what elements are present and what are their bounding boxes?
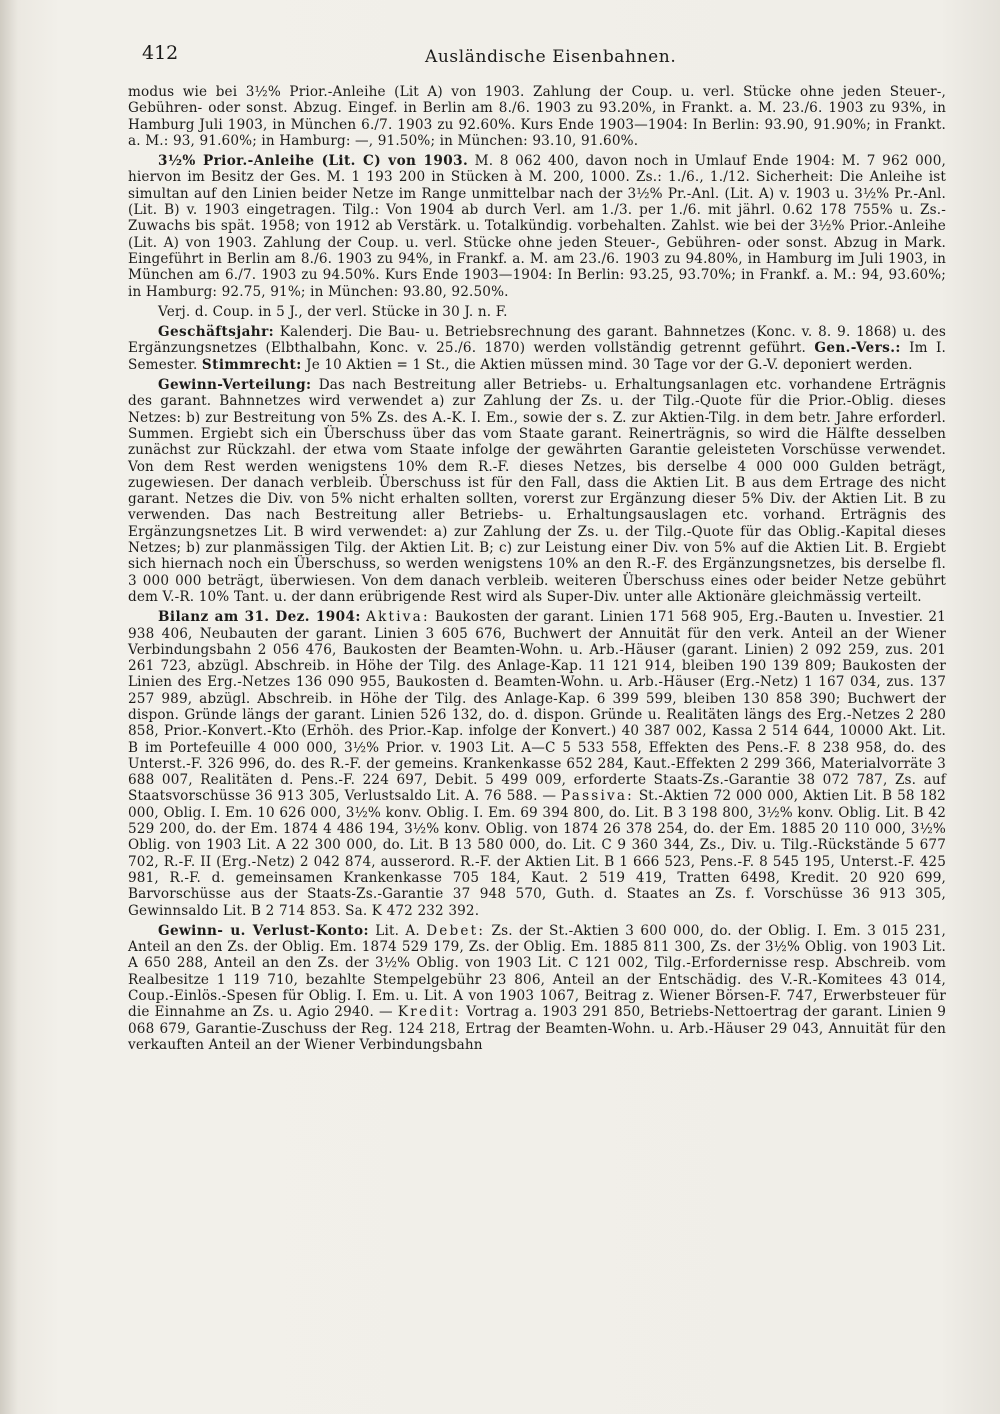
paragraph-text: Im I. Semester. — [128, 340, 946, 373]
paragraph-p4 — [128, 324, 946, 373]
paragraph-text: Kalenderj. Die Bau- u. Betriebsrechnung des garant. Bahnnetzes (Konc. v. 8. 9. 1868) u. des Ergänzungsnetzes (Elbthalbahn, Konc. v. 25./6. 1870) werden vollständig getrennt geführt. — [128, 324, 946, 357]
section-heading: Bilanz am 31. Dez. 1904: — [158, 609, 361, 626]
page-number: 412 — [142, 42, 179, 64]
paragraph-p7 — [128, 923, 946, 1053]
paragraph-text: modus wie bei 3½% Prior.-Anleihe (Lit A) von 1903. Zahlung der Coup. u. verl. Stücke ohne jeden Steuer-, Gebühren- oder sonst. Abzug. Eingef. in Berlin am 8./6. 1903 zu 93.20%, in Frankt. a. M. 23./6. 1903 zu 93%, in Hamburg Juli 1903, in München 6./7. 1903 zu 92.60%. Kurs Ende 1903—1904: In Berlin: 93.90, 91.90%; in Frankt. a. M.: 93, 91.60%; in Hamburg: —, 91.50%; in München: 93.10, 91.60%. — [128, 84, 946, 149]
paragraph-p3 — [128, 304, 946, 320]
document-body — [128, 84, 946, 1053]
paragraph-text: Je 10 Aktien = 1 St., die Aktien müssen mind. 30 Tage vor der G.-V. deponiert werden. — [301, 356, 913, 373]
section-heading: Gewinn-Verteilung: — [158, 377, 312, 394]
page-header — [142, 42, 942, 72]
section-heading: Gewinn- u. Verlust-Konto: — [158, 922, 369, 939]
paragraph-text: M. 8 062 400, davon noch in Umlauf Ende 1904: M. 7 962 000, hiervon im Besitz der Ges. M. 1 193 200 in Stücken à M. 200, 1000. Zs.: 1./6., 1./12. Sicherheit: Die Anleihe ist simultan auf den Linien beider Netze im Range unmittelbar nach der 3½% Pr.-Anl. (Lit. A) v. 1903 u. 3½% Pr.-Anl. (Lit. B) v. 1903 eingetragen. Tilg.: Von 1904 ab durch Verl. am 1./3. per 1./6. mit jährl. 0.62 178 755% u. Zs.-Zuwachs bis spät. 1958; von 1912 ab Verstärk. u. Totalkündig. vorbehalten. Zahlst. wie bei der 3½% Prior.-Anleihe (Lit. A) von 1903. Zahlung der Coup. u. verl. Stücke ohne jeden Steuer-, Gebühren- oder sonst. Abzug in Mark. Eingeführt in Berlin am 8./6. 1903 zu 94%, in Frankf. a. M. am 23./6. 1903 zu 94.80%, in Hamburg im Juli 1903, in München am 6./7. 1903 zu 94.50%. Kurs Ende 1903—1904: In Berlin: 93.25, 93.70%; in Frankf. a. M.: 94, 93.60%; in Hamburg: 92.75, 91%; in München: 93.80, 92.50%. — [128, 153, 946, 300]
paragraph-text: Baukosten der garant. Linien 171 568 905, Erg.-Bauten u. Investier. 21 938 406, Neubauten der garant. Linien 3 605 676, Buchwert der Annuität für den verk. Anteil an der Wiener Verbindungsbahn 2 056 476, Baukosten der Beamten-Wohn. u. Arb.-Häuser (garant. Linien) 2 092 259, zus. 201 261 723, abzügl. Abschreib. in Höhe der Tilg. des Anlage-Kap. 11 121 914, bleiben 190 139 809; Baukosten der Linien des Erg.-Netzes 136 090 955, Baukosten d. Beamten-Wohn. u. Arb.-Häuser (Erg.-Netz) 1 167 034, zus. 137 257 989, abzügl. Abschreib. in Höhe der Tilg. des Anlage-Kap. 6 399 599, bleiben 130 858 390; Buchwert der dispon. Gründe längs der garant. Linien 526 132, do. d. dispon. Gründe u. Realitäten längs des Erg.-Netzes 2 280 858, Prior.-Konvert.-Kto (Erhöh. des Prior.-Kap. infolge der Konvert.) 40 387 002, Kassa 2 514 644, 10000 Akt. Lit. B im Portefeuille 4 000 000, 3½% Prior. v. 1903 Lit. A—C 5 533 558, Effekten des Pens.-F. 8 238 958, do. des Unterst.-F. 326 996, do. des R.-F. der gemeins. Krankenkasse 652 284, Kaut.-Effekten 2 299 366, Materialvorräte 3 688 007, Realitäten d. Pens.-F. 224 697, Debit. 5 499 009, erforderte Staats-Zs.-Garantie 38 072 787, Zs. auf Staatsvorschüsse 36 913 305, Verlustsaldo Lit. A. 76 588. — — [128, 609, 946, 805]
paragraph-text: Zs. der St.-Aktien 3 600 000, do. der Oblig. I. Em. 3 015 231, Anteil an den Zs. der Oblig. Em. 1874 529 179, Zs. der Oblig. Em. 1885 811 300, Zs. der 3½% Oblig. von 1903 Lit. A 650 288, Anteil an den Zs. der 3½% Oblig. von 1903 Lit. C 121 002, Tilg.-Erfordernisse resp. Abschreib. vom Realbesitze 1 119 710, bezahlte Stempelgebühr 23 806, Anteil an der Entschädig. des V.-R.-Komitees 43 014, Coup.-Einlös.-Spesen für Oblig. I. Em. u. Lit. A von 1903 1067, Beitrag z. Wiener Börsen-F. 747, Erwerbsteuer für die Einnahme an Zs. u. Agio 2940. — — [128, 922, 946, 1021]
paragraph-p5 — [128, 377, 946, 605]
spaced-label: Passiva: — [561, 788, 634, 805]
running-head: Ausländische Eisenbahnen. — [425, 47, 677, 67]
section-heading: Stimmrecht: — [201, 356, 302, 373]
paragraph-p2 — [128, 153, 946, 300]
paragraph-p6 — [128, 609, 946, 919]
spaced-label: Kredit: — [397, 1004, 462, 1021]
spaced-label: Aktiva: — [366, 609, 430, 626]
section-heading: 3½% Prior.-Anleihe (Lit. C) von 1903. — [158, 153, 469, 170]
paragraph-text: Lit. A. — [368, 922, 427, 939]
spaced-label: Debet: — [426, 922, 486, 939]
section-heading: Gen.-Vers.: — [814, 340, 901, 357]
paragraph-p1 — [128, 84, 946, 149]
section-heading: Geschäftsjahr: — [158, 324, 275, 341]
paragraph-text: Das nach Bestreitung aller Betriebs- u. Erhaltungsanlagen etc. vorhandene Erträgnis des garant. Bahnnetzes wird verwendet a) zur Zahlung der Zs. u. der Tilg.-Quote für die Prior.-Oblig. dieses Netzes: b) zur Bestreitung von 5% Zs. des A.-K. I. Em., sowie der s. Z. zur Aktien-Tilg. in dem betr. Jahre erforderl. Summen. Ergiebt sich ein Überschuss über das vom Staate garant. Reinerträgnis, so wird die Hälfte desselben zunächst zur Rückzahl. der etwa vom Staate infolge der gewährten Garantie geleisteten Vorschüsse verwendet. Von dem Rest werden wenigstens 10% dem R.-F. dieses Netzes, bis derselbe 4 000 000 Gulden beträgt, zugewiesen. Der danach verbleib. Überschuss ist für den Fall, dass die Aktien Lit. B aus dem Ertrage des nicht garant. Netzes die Div. von 5% nicht erhalten sollten, vorerst zur Ergänzung dieser 5% Div. der Aktien Lit. B zu verwenden. Das nach Bestreitung aller Betriebs- u. Erhaltungsauslagen etc. vorhand. Erträgnis des Ergänzungsnetzes Lit. B wird verwendet: a) zur Zahlung der Zs. u. der Tilg.-Quote für das Oblig.-Kapital dieses Netzes; b) zur planmässigen Tilg. der Aktien Lit. B; c) zur Leistung einer Div. von 5% auf die Aktien Lit. B. Ergiebt sich hiernach noch ein Überschuss, so werden wenigstens 10% an den R.-F. des Ergänzungsnetzes, bis derselbe fl. 3 000 000 beträgt, überwiesen. Von dem danach verbleib. weiteren Überschuss eines oder beider Netze gebührt dem V.-R. 10% Tant. u. der dann erübrigende Rest wird als Super-Div. unter alle Aktionäre gleichmässig verteilt. — [128, 377, 946, 605]
paragraph-text: Vortrag a. 1903 291 850, Betriebs-Nettoertrag der garant. Linien 9 068 679, Garantie-Zuschuss der Reg. 124 218, Ertrag der Beamten-Wohn. u. Arb.-Häuser 29 043, Annuität für den verkauften Anteil an der Wiener Verbindungsbahn — [128, 1004, 946, 1053]
paragraph-text: Verj. d. Coup. in 5 J., der verl. Stücke in 30 J. n. F. — [158, 303, 508, 320]
paragraph-text: St.-Aktien 72 000 000, Aktien Lit. B 58 182 000, Oblig. I. Em. 10 626 000, 3½% konv. Oblig. I. Em. 69 394 800, do. Lit. B 3 198 800, 3½% konv. Oblig. Lit. B 42 529 200, do. der Em. 1874 4 486 194, 3½% konv. Oblig. von 1874 26 378 254, do. der Em. 1885 20 110 000, 3½% Oblig. von 1903 Lit. A 22 300 000, do. Lit. B 13 580 000, do. Lit. C 9 360 344, Zs., Div. u. Tilg.-Rückstände 5 677 702, R.-F. II (Erg.-Netz) 2 042 874, ausserord. R.-F. der Aktien Lit. B 1 666 523, Pens.-F. 8 545 195, Unterst.-F. 425 981, R.-F. d. gemeinsamen Krankenkasse 705 184, Kaut. 2 519 419, Tratten 6498, Kredit. 20 920 699, Barvorschüsse aus der Staats-Zs.-Garantie 37 948 570, Guth. d. Staates an Zs. f. Vorschüsse 36 913 305, Gewinnsaldo Lit. B 2 714 853. Sa. K 472 232 392. — [128, 788, 946, 919]
